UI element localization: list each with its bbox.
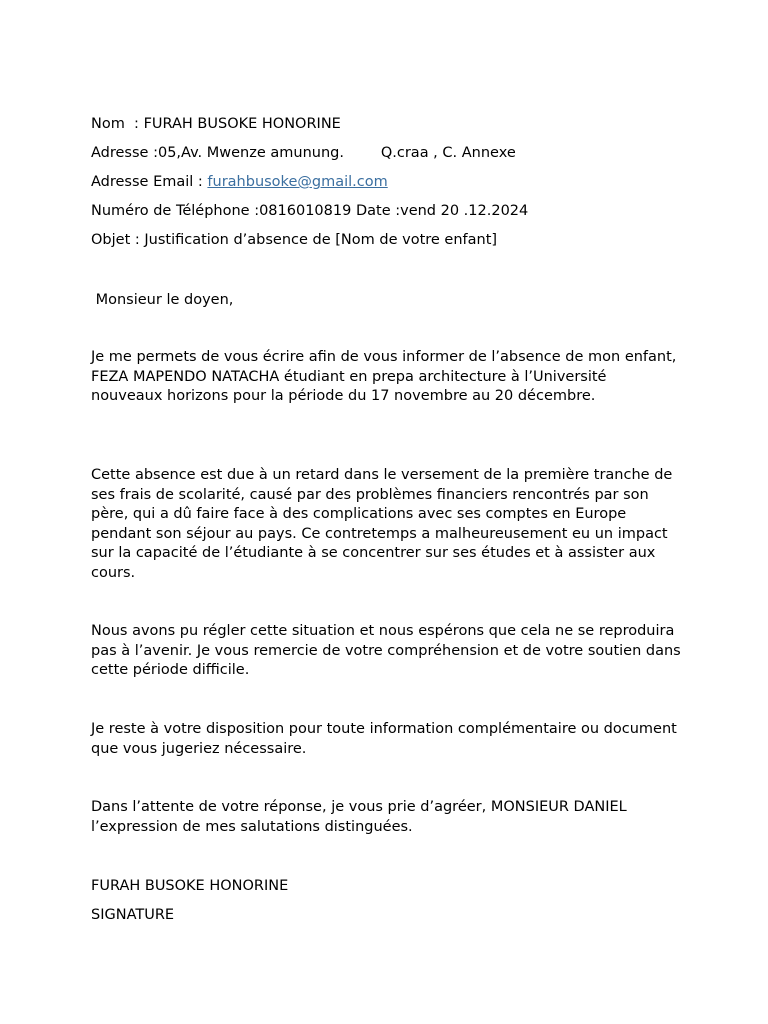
email-line bbox=[91, 172, 388, 192]
signer-name: FURAH BUSOKE HONORINE bbox=[91, 878, 289, 894]
phone-value: 0816010819 bbox=[259, 203, 352, 219]
address-label: Adresse : bbox=[91, 145, 158, 161]
address-line bbox=[91, 143, 516, 163]
paragraph-absence-reason: Cette absence est due à un retard dans le versement de la première tranche de ses frais de scolarité, causé par des problèmes financiers rencontrés par son père, qui a dû faire face à des complications avec ses comptes en Europe pendant son séjour au pays. Ce contretemps a malheureusement eu un impact sur la capacité de l’étudiante à se concentrer sur ses études et à assister aux cours. bbox=[91, 467, 673, 581]
paragraph-availability: Je reste à votre disposition pour toute information complémentaire ou document que vous jugeriez nécessaire. bbox=[91, 721, 677, 757]
phone-date-line bbox=[91, 201, 528, 221]
name-label: Nom : bbox=[91, 116, 144, 132]
phone-label: Numéro de Téléphone : bbox=[91, 203, 260, 219]
salutation: Monsieur le doyen, bbox=[91, 292, 234, 308]
name-value: FURAH BUSOKE HONORINE bbox=[143, 116, 341, 132]
paragraph-closing: Dans l’attente de votre réponse, je vous prie d’agréer, MONSIEUR DANIEL l’expression de mes salutations distinguées. bbox=[91, 799, 627, 835]
email-label: Adresse Email : bbox=[91, 174, 208, 190]
subject-line bbox=[91, 230, 497, 250]
paragraph-resolution: Nous avons pu régler cette situation et nous espérons que cela ne se reproduira pas à l’avenir. Je vous remercie de votre compréhension et de votre soutien dans cette période difficile. bbox=[91, 623, 681, 679]
address-value: 05,Av. Mwenze amunung. Q.craa , C. Annexe bbox=[157, 145, 516, 161]
name-line bbox=[91, 114, 341, 134]
signature-label: SIGNATURE bbox=[91, 907, 175, 923]
subject-value: Justification d’absence de [Nom de votre enfant] bbox=[144, 232, 498, 248]
date-label: Date : bbox=[351, 203, 401, 219]
date-value: vend 20 .12.2024 bbox=[400, 203, 529, 219]
subject-label: Objet : bbox=[91, 232, 145, 248]
paragraph-absence-notice: Je me permets de vous écrire afin de vous informer de l’absence de mon enfant, FEZA MAPENDO NATACHA étudiant en prepa architecture à l’Université nouveaux horizons pour la période du 17 novembre au 20 décembre. bbox=[91, 349, 677, 405]
email-link[interactable]: furahbusoke@gmail.com bbox=[207, 174, 388, 190]
